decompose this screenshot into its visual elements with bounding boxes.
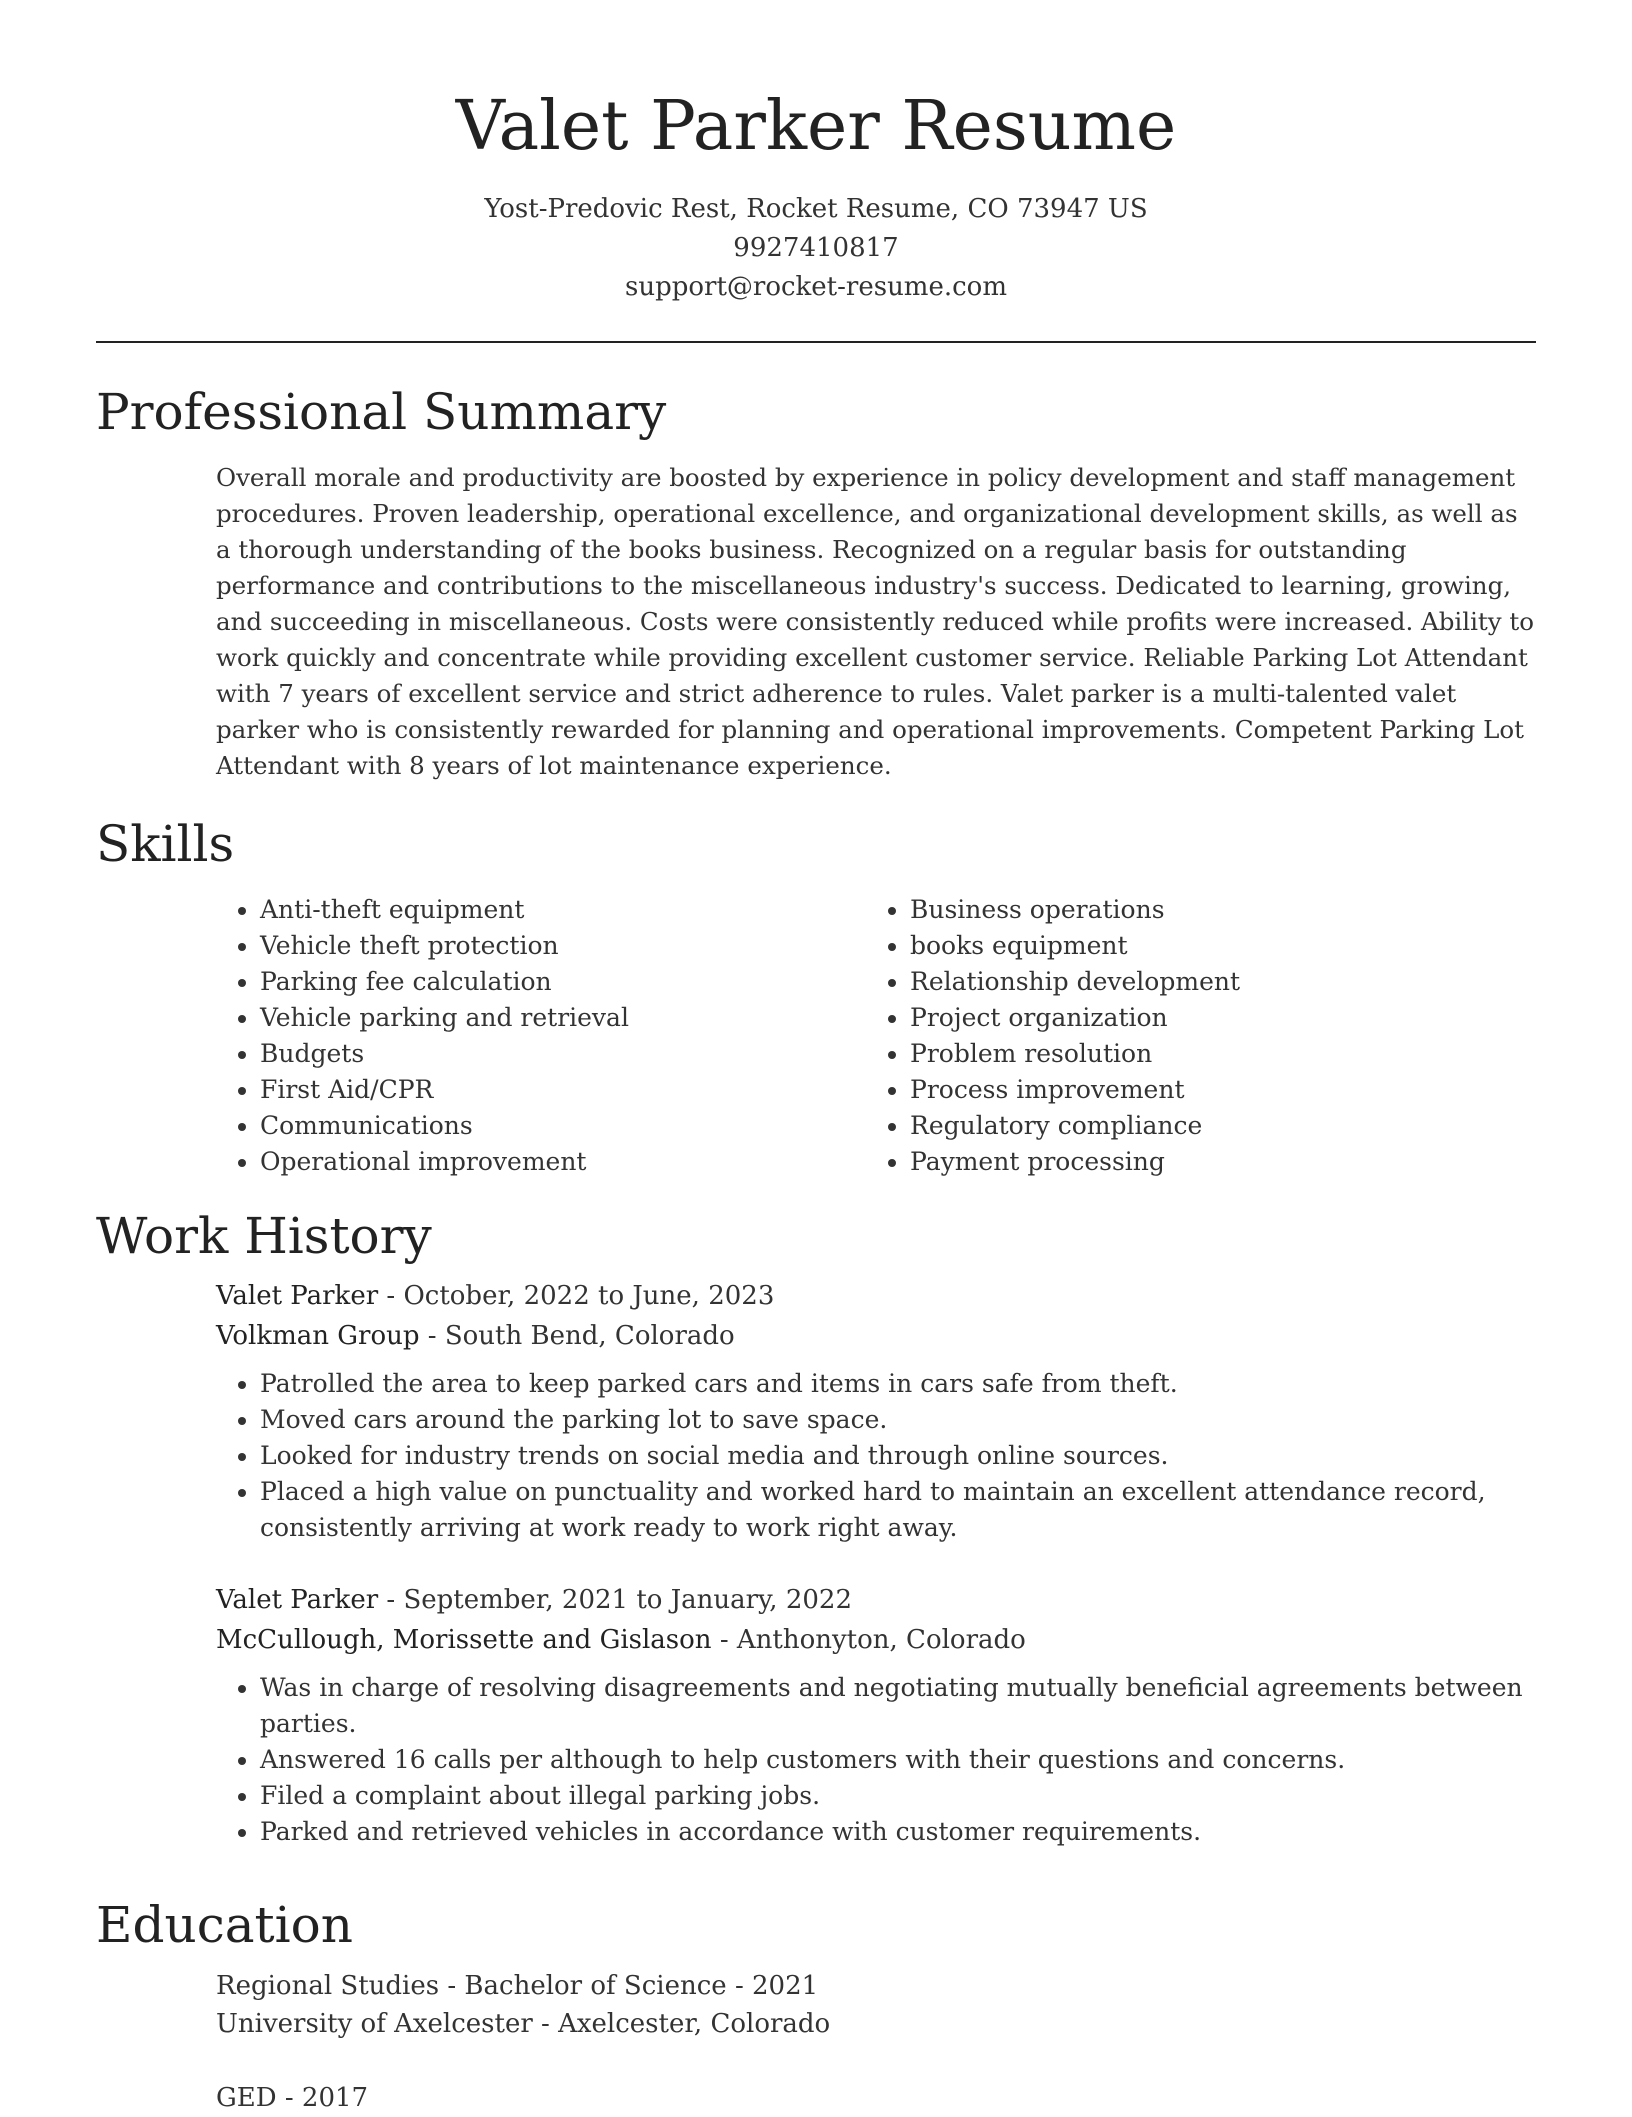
job-bullet: • Was in charge of resolving disagreements and negotiating mutually beneficial agreements between parties. (260, 1670, 1536, 1742)
education-year: - 2017 (276, 2083, 369, 2113)
header-divider (96, 341, 1536, 343)
job-bullet: • Placed a high value on punctuality and worked hard to maintain an excellent attendance record, consistently arriving at work ready to work right away. (260, 1474, 1536, 1546)
skill-item: • Vehicle parking and retrieval (260, 1000, 866, 1036)
job-entry (216, 1276, 1536, 1546)
job-bullet: • Looked for industry trends on social media and through online sources. (260, 1438, 1536, 1474)
skill-item: • Communications (260, 1108, 866, 1144)
job-bullet: • Answered 16 calls per although to help customers with their questions and concerns. (260, 1742, 1536, 1778)
skill-item: • First Aid/CPR (260, 1072, 866, 1108)
skill-item: • Problem resolution (910, 1036, 1516, 1072)
job-location: - South Bend, Colorado (419, 1321, 735, 1351)
education-degree-line (216, 2079, 1536, 2117)
contact-block (0, 190, 1632, 307)
skill-item: • Anti-theft equipment (260, 892, 866, 928)
resume-title: Valet Parker Resume (455, 87, 1177, 166)
job-dates: - September, 2021 to January, 2022 (378, 1585, 852, 1615)
job-dates: - October, 2022 to June, 2023 (378, 1281, 775, 1311)
skill-item: • Project organization (910, 1000, 1516, 1036)
job-company-line (216, 1316, 1536, 1356)
skill-item: • Vehicle theft protection (260, 928, 866, 964)
skill-item: • Regulatory compliance (910, 1108, 1516, 1144)
job-location: - Anthonyton, Colorado (711, 1625, 1026, 1655)
job-role: Valet Parker (216, 1585, 379, 1615)
job-entry (216, 1580, 1536, 1850)
summary-text: Overall morale and productivity are boosted by experience in policy development and staff management procedures. Proven leadership, operational excellence, and organizational development skills, as well as a thorough understanding of the books business. Recognized on a regular basis for outstanding performance and contributions to the miscellaneous industry's success. Dedicated to learning, growing, and succeeding in miscellaneous. Costs were consistently reduced while profits were increased. Ability to work quickly and concentrate while providing excellent customer service. Reliable Parking Lot Attendant with 7 years of excellent service and strict adherence to rules. Valet parker is a multi-talented valet parker who is consistently rewarded for planning and operational improvements. Competent Parking Lot Attendant with 8 years of lot maintenance experience. (216, 463, 1534, 780)
education-year: - 2021 (726, 1971, 819, 2001)
job-company-line (216, 1620, 1536, 1660)
job-bullet: • Moved cars around the parking lot to save space. (260, 1402, 1536, 1438)
education-entry (216, 1967, 1536, 2043)
job-title-line (216, 1276, 1536, 1316)
skills-list-left (216, 892, 866, 1180)
skill-item: • Operational improvement (260, 1144, 866, 1180)
education-school-line (216, 2005, 1536, 2043)
skill-item: • books equipment (910, 928, 1516, 964)
education-degree: Regional Studies - Bachelor of Science (216, 1971, 727, 2001)
skill-item: • Process improvement (910, 1072, 1516, 1108)
job-bullets (216, 1366, 1536, 1546)
contact-phone: 9927410817 (733, 233, 899, 263)
skills-columns (216, 892, 1536, 1180)
job-title-line (216, 1580, 1536, 1620)
education-degree-line (216, 1967, 1536, 2005)
job-bullet: • Patrolled the area to keep parked cars and items in cars safe from theft. (260, 1366, 1536, 1402)
job-company: Volkman Group (216, 1321, 420, 1351)
job-bullet: • Filed a complaint about illegal parking jobs. (260, 1778, 1536, 1814)
work-history-heading: Work History (96, 1207, 432, 1265)
education-degree: GED (216, 2083, 277, 2113)
education-location: - Axelcester, Colorado (532, 2009, 831, 2039)
skills-section (96, 812, 1536, 1180)
education-entry (216, 2079, 1536, 2117)
skill-item: • Business operations (910, 892, 1516, 928)
job-company: McCullough, Morissette and Gislason (216, 1625, 712, 1655)
job-role: Valet Parker (216, 1281, 379, 1311)
education-heading: Education (96, 1896, 353, 1954)
skill-item: • Payment processing (910, 1144, 1516, 1180)
skill-item: • Relationship development (910, 964, 1516, 1000)
skills-heading: Skills (96, 815, 235, 873)
skills-list-right (866, 892, 1516, 1180)
summary-section (96, 380, 1536, 784)
education-school: University of Axelcester (216, 2009, 533, 2039)
contact-address: Yost-Predovic Rest, Rocket Resume, CO 73947 US (484, 194, 1148, 224)
job-bullet: • Parked and retrieved vehicles in accordance with customer requirements. (260, 1814, 1536, 1850)
skill-item: • Budgets (260, 1036, 866, 1072)
summary-heading: Professional Summary (96, 383, 667, 441)
education-section (96, 1893, 1536, 2117)
work-history-section (96, 1204, 1536, 1850)
skill-item: • Parking fee calculation (260, 964, 866, 1000)
job-bullets (216, 1670, 1536, 1850)
resume-header (0, 0, 1632, 307)
contact-email: support@rocket-resume.com (624, 272, 1007, 302)
